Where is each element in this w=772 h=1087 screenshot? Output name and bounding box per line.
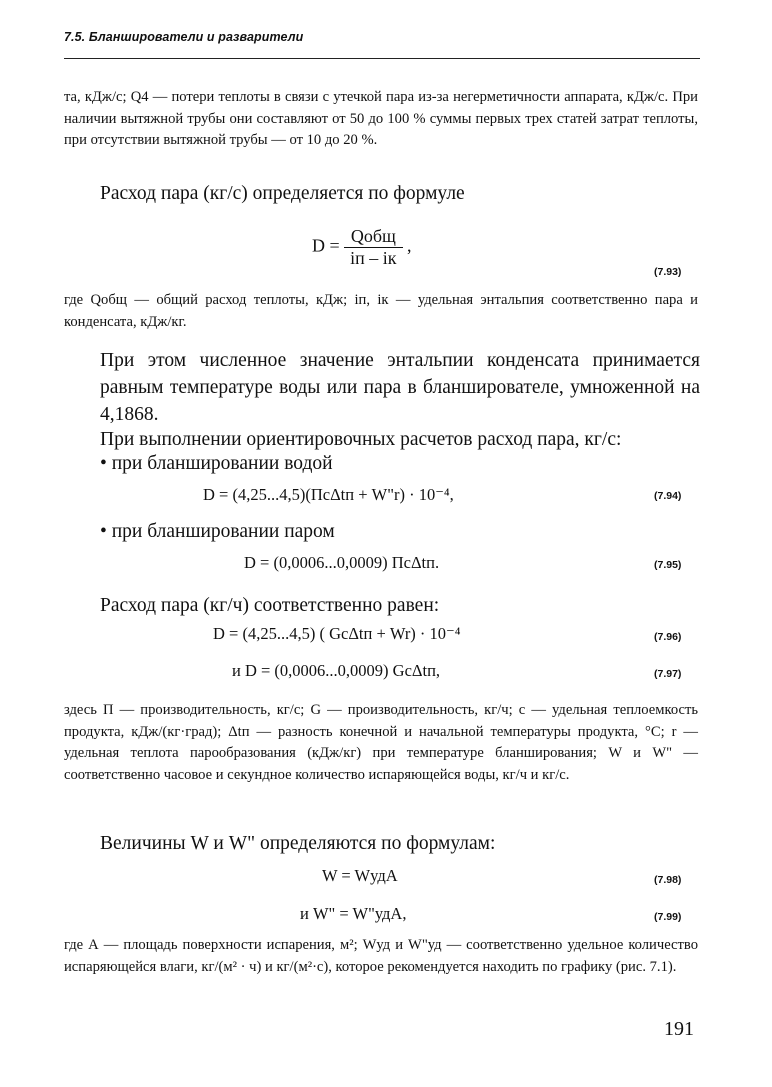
equation-number-7-99: (7.99) <box>654 911 682 923</box>
equation-number-7-93: (7.93) <box>654 266 682 278</box>
paragraph-approx-calculation: При выполнении ориентировочных расчетов расход пара, кг/с: <box>100 429 622 450</box>
eq-7-93-denominator: iп – iк <box>350 248 397 268</box>
equation-number-7-98: (7.98) <box>654 874 682 886</box>
paragraph-area-definition: где А — площадь поверхности испарения, м²; Wуд и W"уд — соответственно удельное количество испаряющейся влаги, кг/(м² · ч) и кг/(м²·с), которое рекомендуется находить по графику (рис. 7.1). <box>64 937 698 975</box>
bullet-steam-blanching: • при бланшировании паром <box>100 521 335 542</box>
equation-7-97: и D = (0,0006...0,0009) GсΔtп, <box>232 661 441 680</box>
eq-7-93-fraction <box>344 226 402 269</box>
equation-7-96: D = (4,25...4,5) ( GсΔtп + Wr) · 10⁻⁴ <box>213 624 461 643</box>
eq-7-93-tail: , <box>407 235 412 256</box>
equation-number-7-97: (7.97) <box>654 668 682 680</box>
equation-7-94: D = (4,25...4,5)(ПсΔtп + W"r) · 10⁻⁴, <box>203 485 454 504</box>
equation-number-7-94: (7.94) <box>654 490 682 502</box>
header-rule <box>64 58 700 59</box>
paragraph-steam-formula-intro: Расход пара (кг/с) определяется по формуле <box>100 183 465 204</box>
paragraph-steam-per-hour: Расход пара (кг/ч) соответственно равен: <box>100 595 440 616</box>
paragraph-losses: та, кДж/с; Q4 — потери теплоты в связи с утечкой пара из-за негерметичности аппарата, кДж/с. При наличии вытяжной трубы они составляют от 50 до 100 % суммы первых трех статей затрат теплоты, при отсутствии вытяжной трубы — от 10 до 20 %. <box>64 89 698 148</box>
running-header: 7.5. Бланширователи и разварители <box>64 30 304 44</box>
equation-number-7-95: (7.95) <box>654 559 682 571</box>
equation-7-93 <box>312 226 412 269</box>
page-number: 191 <box>664 1018 694 1040</box>
eq-7-93-numerator: Qобщ <box>344 226 402 248</box>
paragraph-condensate-enthalpy: При этом численное значение энтальпии конденсата принимается равным температуре воды или пара в бланширователе, умноженной на 4,1868. <box>100 350 700 425</box>
paragraph-w-formulas-intro: Величины W и W" определяются по формулам: <box>100 833 496 854</box>
eq-7-93-lhs: D = <box>312 235 340 256</box>
paragraph-qtotal-definition: где Qобщ — общий расход теплоты, кДж; iп, iк — удельная энтальпия соответственно пара и конденсата, кДж/кг. <box>64 292 698 330</box>
equation-number-7-96: (7.96) <box>654 631 682 643</box>
equation-7-95: D = (0,0006...0,0009) ПсΔtп. <box>244 553 440 572</box>
paragraph-variable-definitions: здесь П — производительность, кг/с; G — производительность, кг/ч; с — удельная теплоемкость продукта, кДж/(кг·град); Δtп — разность конечной и начальной температуры продукта, °С; r — удельная теплота парообразования (кДж/кг) при температуре бланширования; W и W" — соответственно часовое и секундное количество испаряющейся воды, кг/ч и кг/с. <box>64 702 698 783</box>
equation-7-99: и W" = W"удA, <box>300 904 407 923</box>
bullet-water-blanching: • при бланшировании водой <box>100 453 333 474</box>
equation-7-98: W = WудA <box>322 866 398 885</box>
